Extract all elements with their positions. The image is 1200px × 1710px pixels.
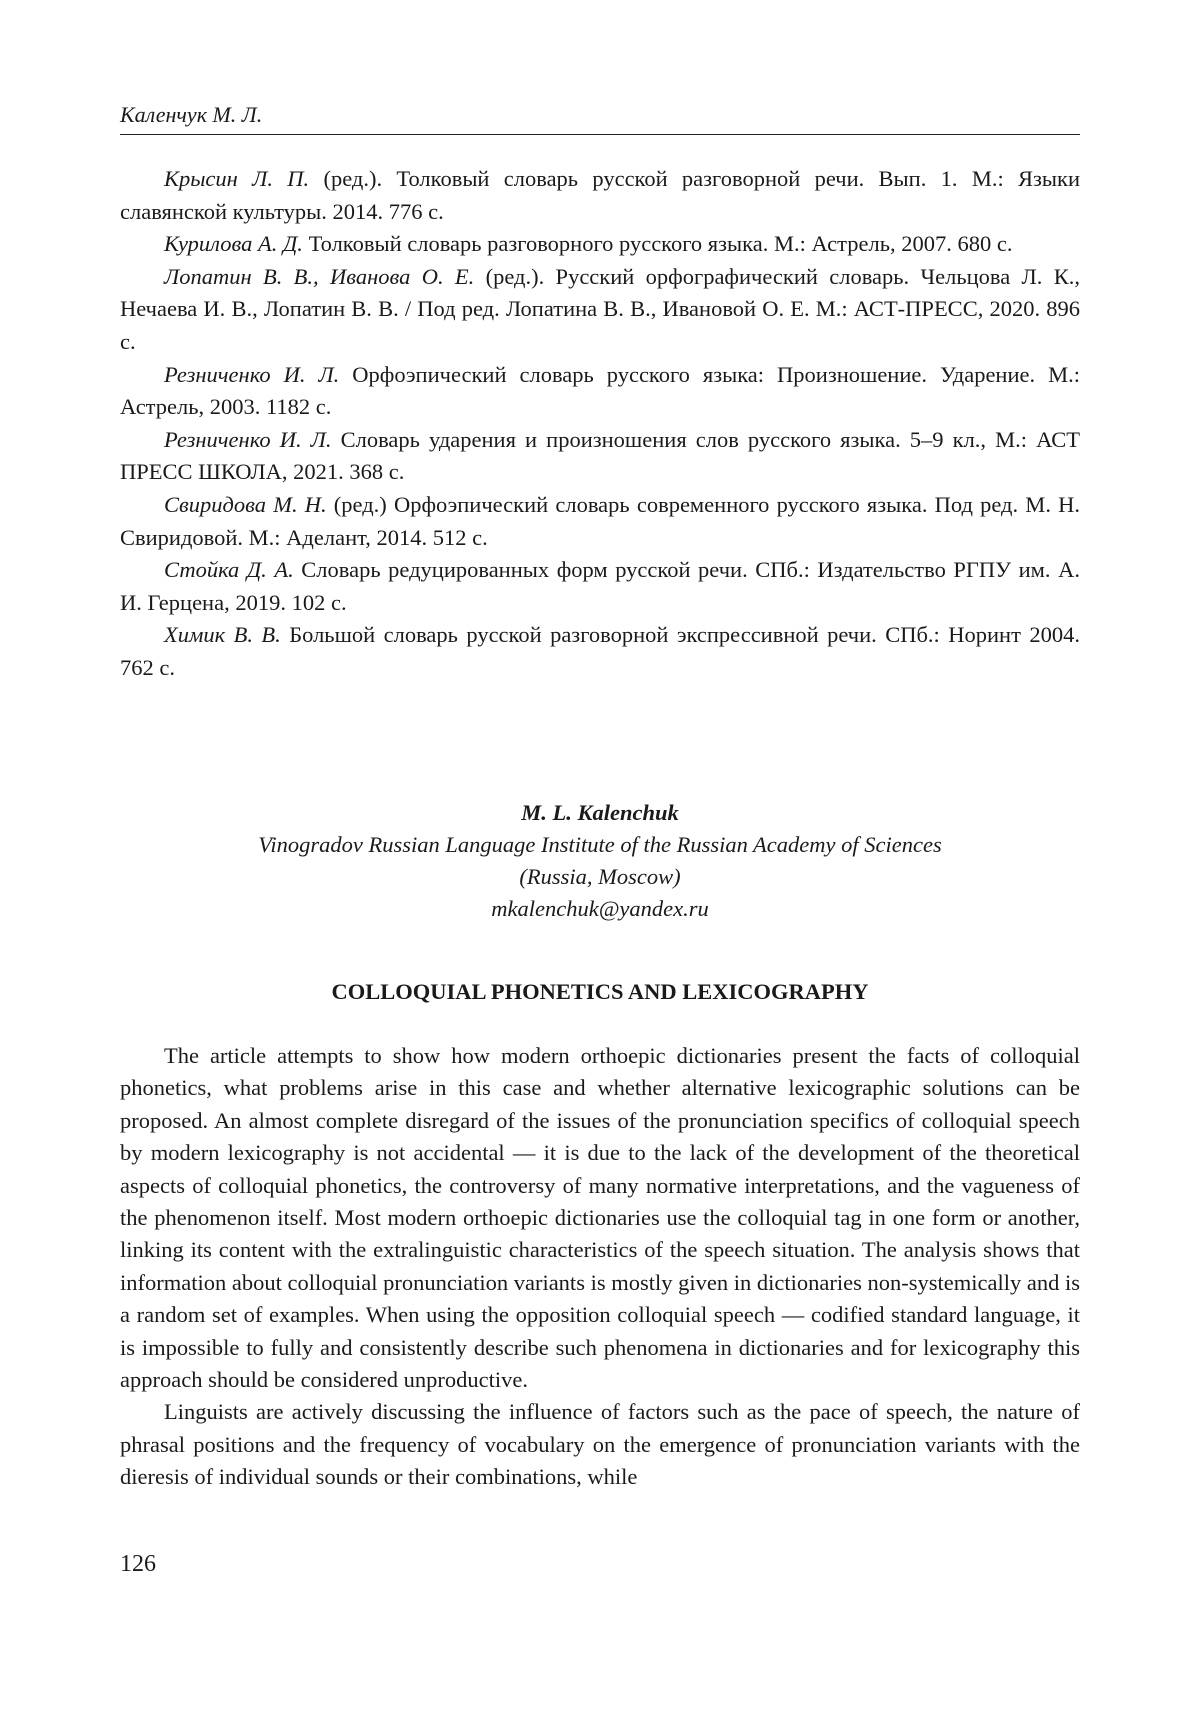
reference-author: Лопатин В. В., Иванова О. Е. bbox=[164, 263, 475, 289]
reference-author: Стойка Д. А. bbox=[164, 557, 294, 583]
header-rule bbox=[120, 134, 1080, 135]
reference-item bbox=[120, 359, 1080, 424]
reference-text: Словарь редуцированных форм русской речи. СПб.: Издательство РГПУ им. А. И. Герцена, 2019. 102 с. bbox=[120, 557, 1080, 615]
running-head: Каленчук М. Л. bbox=[120, 102, 263, 127]
reference-text: Орфоэпический словарь русского языка: Произношение. Ударение. М.: Астрель, 2003. 1182 с. bbox=[120, 361, 1080, 420]
reference-text: Толковый словарь разговорного русского языка. М.: Астрель, 2007. 680 с. bbox=[302, 231, 1013, 257]
reference-item bbox=[120, 261, 1080, 359]
author-name: M. L. Kalenchuk bbox=[521, 800, 679, 825]
page-number: 126 bbox=[120, 1551, 156, 1577]
reference-author: Резниченко И. Л. bbox=[164, 361, 340, 387]
author-email: mkalenchuk@yandex.ru bbox=[491, 896, 709, 921]
reference-item bbox=[120, 228, 1080, 261]
reference-author: Крысин Л. П. bbox=[164, 166, 310, 191]
reference-author: Свиридова М. Н. bbox=[164, 491, 327, 517]
reference-item bbox=[120, 163, 1080, 228]
author-location: (Russia, Moscow) bbox=[519, 864, 681, 889]
reference-text: (ред.). Толковый словарь русской разговорной речи. Вып. 1. М.: Языки славянской культуры. 2014. 776 с. bbox=[120, 166, 1080, 224]
reference-text: Словарь ударения и произношения слов русского языка. 5–9 кл., М.: АСТ ПРЕСС ШКОЛА, 2021. 368 с. bbox=[120, 426, 1080, 485]
reference-item bbox=[120, 554, 1080, 619]
reference-text: (ред.). Русский орфографический словарь. Чельцова Л. К., Нечаева И. В., Лопатин В. В. / Под ред. Лопатина В. В., Ивановой О. Е. М.: АСТ-ПРЕСС, 2020. 896 с. bbox=[120, 263, 1080, 354]
reference-item bbox=[120, 489, 1080, 554]
reference-text: (ред.) Орфоэпический словарь современного русского языка. Под ред. М. Н. Свиридовой. М.: Аделант, 2014. 512 с. bbox=[120, 491, 1080, 550]
reference-list bbox=[120, 163, 1080, 685]
abstract-paragraph: The article attempts to show how modern orthoepic dictionaries present the facts of colloquial phonetics, what problems arise in this case and whether alternative lexicographic solutions can be proposed. An almost complete disregard of the issues of the pronunciation specifics of colloquial speech by modern lexicography is not accidental — it is due to the lack of the development of the theoretical aspects of colloquial phonetics, the controversy of many normative interpretations, and the vagueness of the phenomenon itself. Most modern orthoepic dictionaries use the colloquial tag in one form or another, linking its content with the extralinguistic characteristics of the speech situation. The analysis shows that information about colloquial pronunciation variants is mostly given in dictionaries non-systemically and is a random set of examples. When using the opposition colloquial speech — codified standard language, it is impossible to fully and consistently describe such phenomena in dictionaries and for lexicography this approach should be considered unproductive. bbox=[120, 1043, 1080, 1393]
abstract bbox=[120, 1040, 1080, 1494]
abstract-paragraph: Linguists are actively discussing the influence of factors such as the pace of speech, the nature of phrasal positions and the frequency of vocabulary on the emergence of pronunciation variants with the dieresis of individual sounds or their combinations, while bbox=[120, 1399, 1080, 1490]
reference-author: Химик В. В. bbox=[164, 622, 281, 648]
reference-author: Курилова А. Д. bbox=[164, 231, 303, 257]
reference-author: Резниченко И. Л. bbox=[164, 426, 332, 452]
article-title: COLLOQUIAL PHONETICS AND LEXICOGRAPHY bbox=[331, 979, 869, 1004]
reference-text: Большой словарь русской разговорной экспрессивной речи. СПб.: Норинт 2004. 762 с. bbox=[120, 622, 1080, 680]
author-affiliation: Vinogradov Russian Language Institute of the Russian Academy of Sciences bbox=[258, 832, 942, 857]
reference-item bbox=[120, 424, 1080, 489]
reference-item bbox=[120, 619, 1080, 684]
author-block bbox=[120, 797, 1080, 925]
